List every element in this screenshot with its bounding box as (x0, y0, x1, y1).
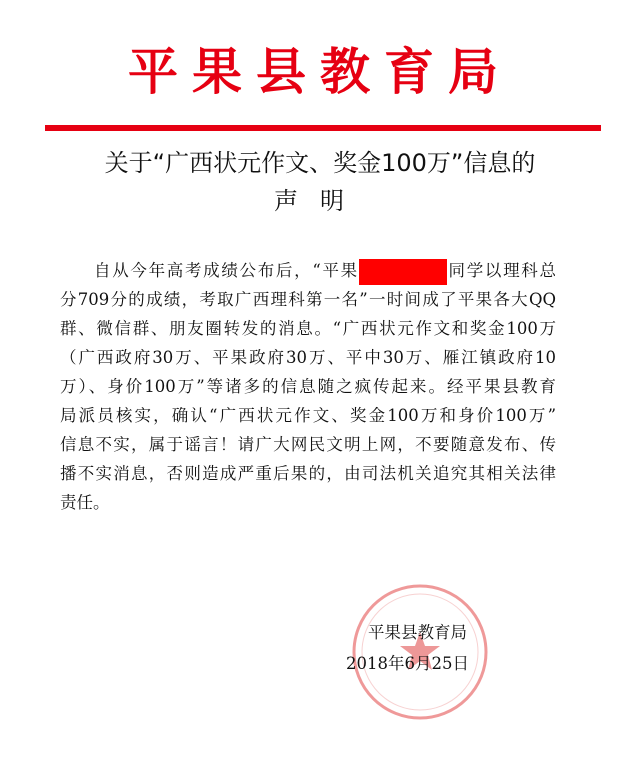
letterhead-divider (45, 125, 601, 131)
body-line: 万）、身价100万”等诸多的信息随之疯传起来。经平果县教育 (60, 377, 556, 396)
body-line: 群、微信群、朋友圈转发的消息。“广西状元作文和奖金100万 (60, 319, 556, 338)
issuer-letterhead: 平果县教育局 (128, 43, 512, 101)
body-text: 自从今年高考成绩公布后，“平果 (94, 261, 359, 280)
body-text: 同学以理科总 (446, 261, 557, 280)
official-seal (350, 582, 490, 722)
body-line: 局派员核实，确认“广西状元作文、奖金100万和身价100万” (60, 406, 556, 425)
signature-date: 2018年6月25日 (346, 654, 469, 673)
signature-org: 平果县教育局 (368, 623, 467, 642)
seal-graphic (350, 582, 490, 722)
body-line: 信息不实，属于谣言！请广大网民文明上网，不要随意发布、传 (60, 435, 556, 454)
document-title: 关于“广西状元作文、奖金100万”信息的 (104, 149, 536, 177)
body-line: （广西政府30万、平果政府30万、平中30万、雁江镇政府10 (60, 348, 556, 367)
body-line: 分709分的成绩，考取广西理科第一名”一时间成了平果各大QQ (60, 290, 556, 309)
statement-body (60, 256, 556, 517)
body-line (60, 256, 556, 285)
body-line: 播不实消息，否则造成严重后果的，由司法机关追究其相关法律 (60, 464, 556, 483)
body-line: 责任。 (60, 493, 110, 512)
redaction-box (359, 259, 447, 285)
document-title-sub: 声明 (274, 187, 366, 215)
